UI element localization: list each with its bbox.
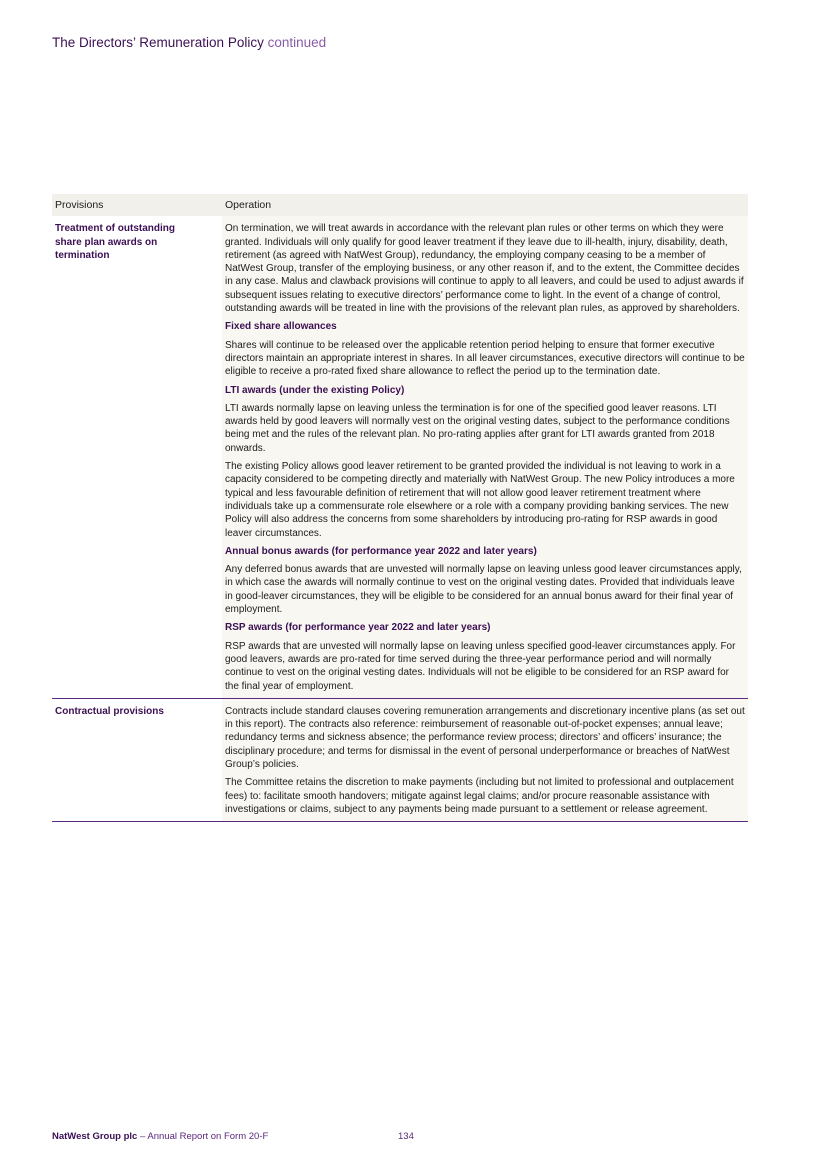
subheading: LTI awards (under the existing Policy) <box>225 384 405 396</box>
operation-cell <box>222 698 748 821</box>
paragraph: On termination, we will treat awards in accordance with the relevant plan rules or other terms on which they were granted. Individuals will only qualify for good leaver treatment if they leave due to ill-health, injury, disability, death, retirement (as agreed with NatWest Group), redundancy, the employing company ceasing to be a member of NatWest Group, transfer of the employing business, or any other reason if, and to the extent, the Committee decides in any case. Malus and clawback provisions will continue to apply to all leavers, and could be used to adjust awards if subsequent issues relating to executive directors’ performance come to light. In the event of a change of control, outstanding awards will be treated in line with the provisions of the relevant plan rules, as approved by shareholders. <box>225 223 744 315</box>
provision-label: Treatment of outstanding share plan awards on termination <box>55 223 175 261</box>
footer-doc-title: – Annual Report on Form 20-F <box>137 1131 269 1142</box>
paragraph: Contracts include standard clauses covering remuneration arrangements and discretionary incentive plans (as set out in this report). The contracts also reference: reimbursement of reasonable out-of-pocket expenses; annual leave; redundancy terms and sickness absence; the performance review process; directors’ and officers’ insurance; the disciplinary procedure; and terms for dismissal in the event of personal underperformance or breaches of NatWest Group’s policies. <box>225 705 745 770</box>
subheading: RSP awards (for performance year 2022 and later years) <box>225 622 491 634</box>
subheading: Annual bonus awards (for performance year 2022 and later years) <box>225 545 537 557</box>
page-footer <box>52 1131 414 1142</box>
provision-cell <box>52 216 222 698</box>
footer-brand: NatWest Group plc <box>52 1131 138 1142</box>
table-header-row <box>52 194 748 216</box>
subheading: Fixed share allowances <box>225 321 337 333</box>
paragraph: Shares will continue to be released over the applicable retention period helping to ensure that former executive directors maintain an appropriate interest in shares. In all leaver circumstances, executive directors will continue to be eligible to receive a pro-rated fixed share allowance to reflect the period up to the termination date. <box>225 339 745 378</box>
table-row <box>52 698 748 821</box>
provision-cell <box>52 698 222 821</box>
page-title <box>52 35 326 50</box>
column-header-provisions: Provisions <box>52 194 222 216</box>
provision-label: Contractual provisions <box>55 705 164 717</box>
paragraph: The existing Policy allows good leaver retirement to be granted provided the individual is not leaving to work in a capacity considered to be competing directly and materially with NatWest Group. The new Policy introduces a more typical and less favourable definition of retirement that will not allow good leaver retirement treatment where individuals take up a commensurate role elsewhere or a role with a company providing banking services. The new Policy will also address the concerns from some shareholders by introducing pro-rating for RSP awards in good leaver circumstances. <box>225 461 735 539</box>
page-title-continued: continued <box>267 35 327 50</box>
policy-table <box>52 194 748 822</box>
paragraph: LTI awards normally lapse on leaving unless the termination is for one of the specified good leaver reasons. LTI awards held by good leavers will normally vest on the original vesting dates, subject to the performance conditions being met and the rules of the relevant plan. No pro-rating applies after grant for LTI awards granted from 2018 onwards. <box>225 402 730 454</box>
paragraph: RSP awards that are unvested will normally lapse on leaving unless specified good-leaver circumstances apply. For good leavers, awards are pro-rated for time served during the three-year performance period and will normally continue to vest on the original vesting dates. Individuals will not be eligible to be considered for an RSP award for the final year of employment. <box>225 640 736 692</box>
operation-cell <box>222 216 748 698</box>
column-header-operation: Operation <box>222 194 748 216</box>
page-title-text: The Directors’ Remuneration Policy <box>52 35 264 50</box>
paragraph: The Committee retains the discretion to make payments (including but not limited to professional and outplacement fees) to: facilitate smooth handovers; mitigate against legal claims; and/or procure reasonable assistance with investigations or claims, subject to any payments being made pursuant to a settlement or release agreement. <box>225 777 734 815</box>
table-row <box>52 216 748 698</box>
paragraph: Any deferred bonus awards that are unvested will normally lapse on leaving unless good leaver circumstances apply, in which case the awards will normally continue to vest on the original vesting dates. Provided that individuals leave in good-leaver circumstances, they will be eligible to be considered for an annual bonus award for their final year of employment. <box>225 564 742 616</box>
page-number: 134 <box>398 1131 414 1142</box>
